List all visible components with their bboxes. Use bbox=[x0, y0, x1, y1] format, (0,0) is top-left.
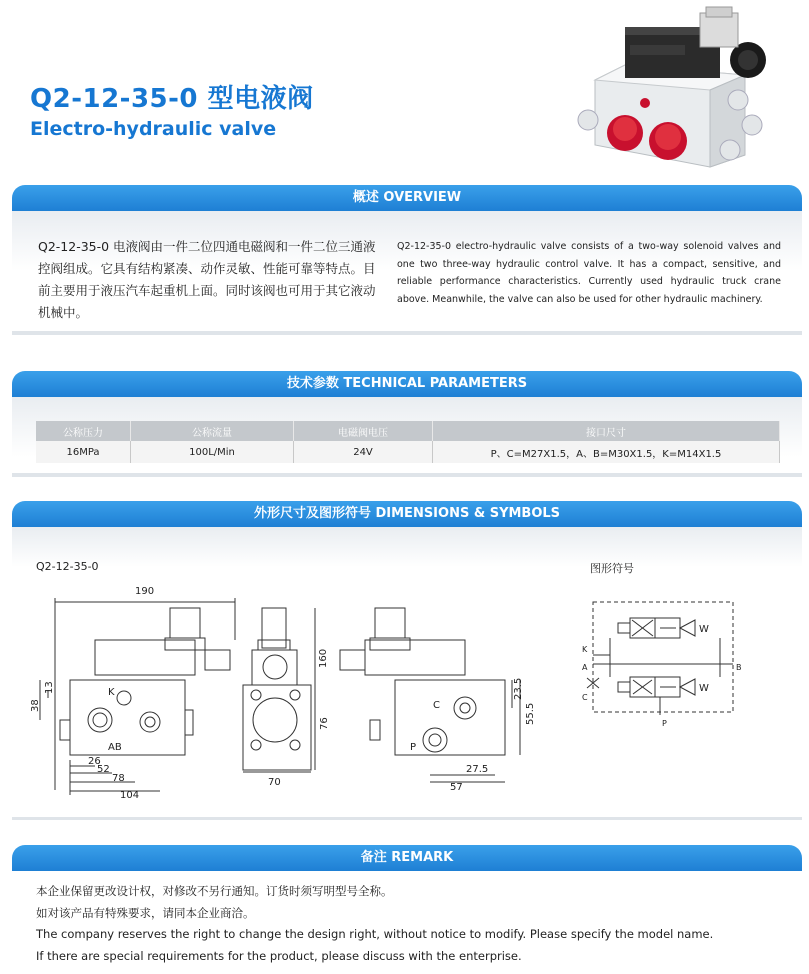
dim-190: 190 bbox=[135, 586, 155, 597]
params-col-ports: 接口尺寸 bbox=[433, 421, 780, 441]
dim-57: 57 bbox=[450, 782, 463, 793]
symbol-c-label: C bbox=[582, 693, 588, 702]
remark-heading: 备注 REMARK bbox=[12, 845, 802, 871]
dimension-drawing bbox=[0, 580, 809, 810]
params-heading: 技术参数 TECHNICAL PARAMETERS bbox=[12, 371, 802, 397]
symbol-w1-label: W bbox=[699, 624, 709, 635]
params-cell-voltage: 24V bbox=[294, 441, 433, 463]
port-c-label: C bbox=[433, 700, 440, 711]
remark-line: If there are special requirements for the product, please discuss with the enterprise. bbox=[36, 949, 522, 963]
dim-160: 160 bbox=[318, 648, 329, 668]
page-title: Q2-12-35-0 型电液阀 bbox=[30, 84, 314, 114]
dim-23-5: 23.5 bbox=[513, 677, 524, 700]
params-col-pressure: 公称压力 bbox=[36, 421, 131, 441]
divider bbox=[12, 331, 802, 335]
overview-heading: 概述 OVERVIEW bbox=[12, 185, 802, 211]
dim-78: 78 bbox=[112, 773, 125, 784]
port-k-label: K bbox=[108, 687, 115, 698]
divider bbox=[12, 817, 802, 820]
params-col-voltage: 电磁阀电压 bbox=[294, 421, 433, 441]
port-ab-label: AB bbox=[108, 742, 122, 753]
symbol-b-label: B bbox=[736, 663, 742, 672]
remark-line: 如对该产品有特殊要求，请同本企业商洽。 bbox=[36, 906, 255, 920]
page-subtitle: Electro-hydraulic valve bbox=[30, 118, 277, 140]
overview-text-cn: Q2-12-35-0 电液阀由一件二位四通电磁阀和一件二位三通液控阀组成。它具有结构紧凑、动作灵敏、性能可靠等特点。目前主要用于液压汽车起重机上面。同时该阀也可用于其它液动机械中。 bbox=[38, 239, 376, 320]
dim-55-5: 55.5 bbox=[525, 702, 536, 725]
dim-13: 13 bbox=[44, 681, 55, 694]
params-cell-flow: 100L/Min bbox=[131, 441, 294, 463]
dim-38: 38 bbox=[30, 699, 41, 712]
params-table bbox=[36, 421, 780, 463]
dim-76: 76 bbox=[319, 717, 330, 730]
dim-52: 52 bbox=[97, 764, 110, 775]
dimensions-heading: 外形尺寸及图形符号 DIMENSIONS & SYMBOLS bbox=[12, 501, 802, 527]
model-label: Q2-12-35-0 bbox=[36, 560, 99, 573]
params-cell-pressure: 16MPa bbox=[36, 441, 131, 463]
params-cell-ports: P、C=M27X1.5，A、B=M30X1.5，K=M14X1.5 bbox=[433, 441, 780, 463]
remark-line: The company reserves the right to change the design right, without notice to modify. Please specify the model name. bbox=[36, 927, 714, 941]
symbol-a-label: A bbox=[582, 663, 588, 672]
product-photo bbox=[570, 5, 780, 175]
dim-70: 70 bbox=[268, 777, 281, 788]
symbol-title: 图形符号 bbox=[590, 562, 634, 575]
dim-27-5: 27.5 bbox=[466, 764, 489, 775]
dim-104: 104 bbox=[120, 790, 140, 801]
symbol-p-label: P bbox=[662, 719, 667, 728]
overview-text-en: Q2-12-35-0 electro-hydraulic valve consists of a two-way solenoid valves and one two three-way hydraulic control valve. It has a compact, sensitive, and reliable performance characteristics. Currently used hydraulic truck crane above. Meanwhile, the valve can also be used for other hydraulic machinery. bbox=[397, 241, 781, 305]
table-row bbox=[36, 441, 780, 463]
params-col-flow: 公称流量 bbox=[131, 421, 294, 441]
symbol-k-label: K bbox=[582, 645, 588, 654]
port-p-label: P bbox=[410, 742, 417, 753]
divider bbox=[12, 473, 802, 477]
remark-line: 本企业保留更改设计权，对修改不另行通知。订货时须写明型号全称。 bbox=[36, 884, 393, 898]
symbol-w2-label: W bbox=[699, 683, 709, 694]
dim-26: 26 bbox=[88, 756, 101, 767]
